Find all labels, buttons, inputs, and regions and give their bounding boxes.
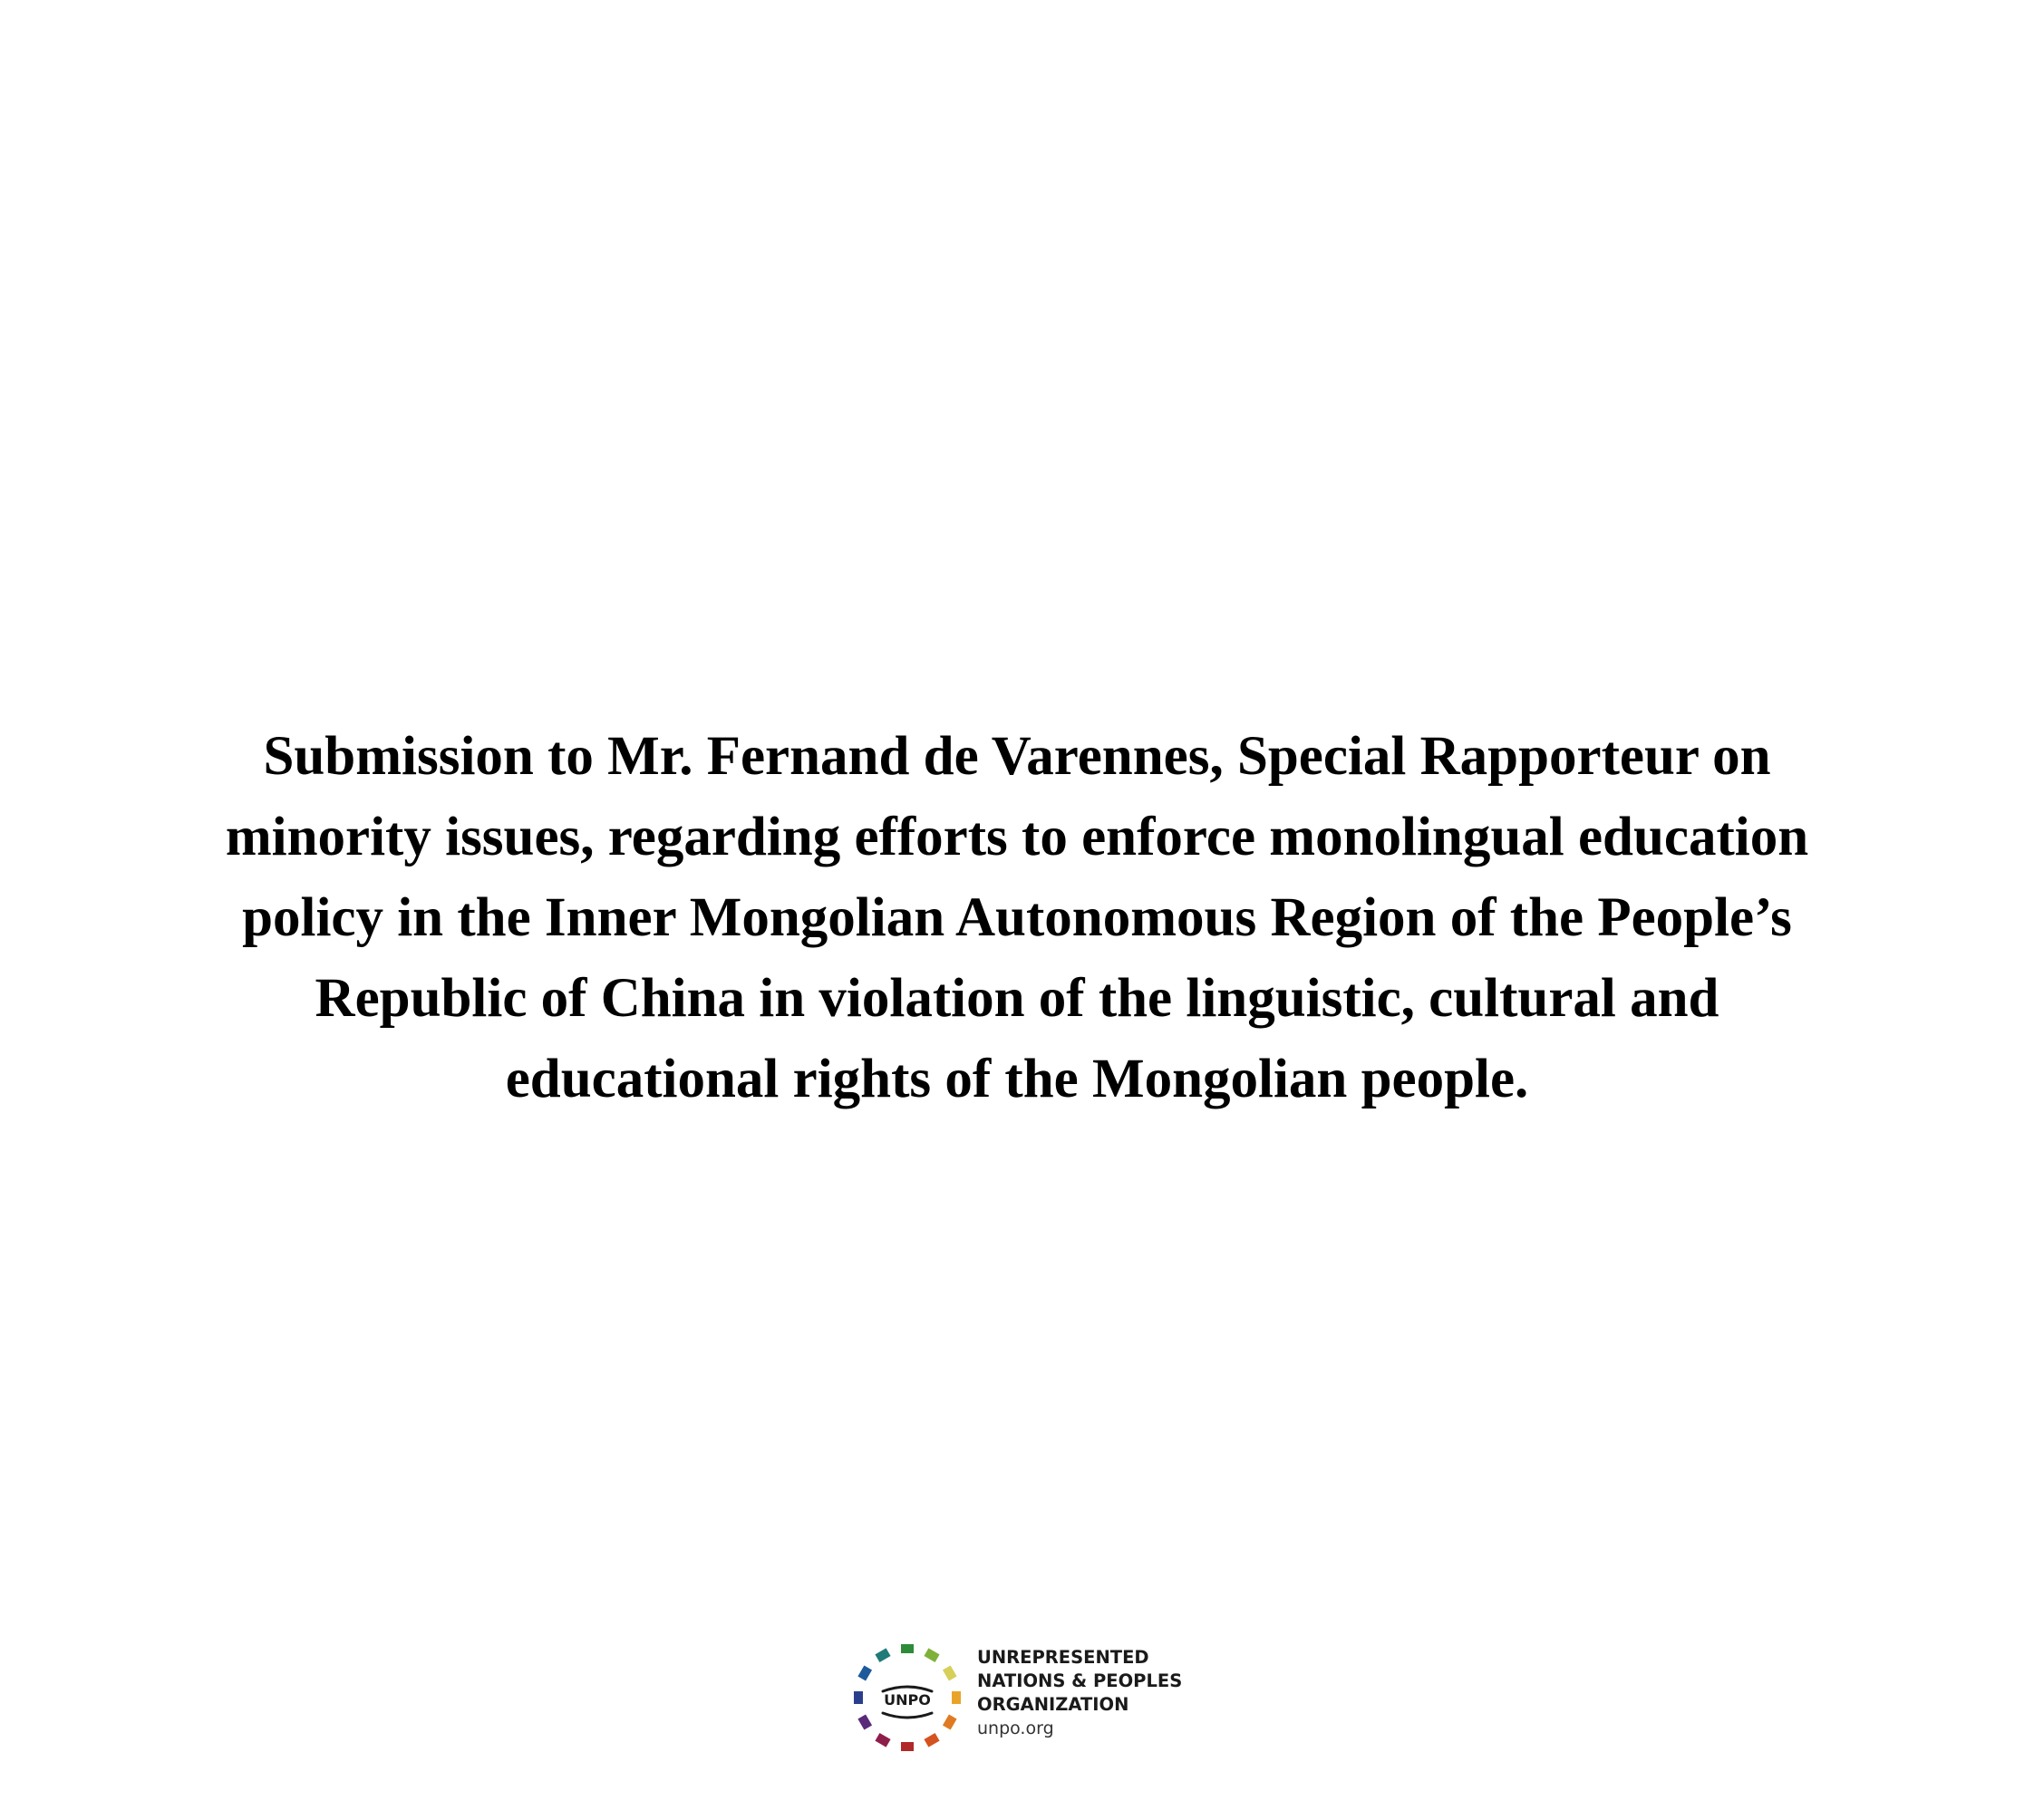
unpo-emblem-icon	[847, 1639, 968, 1757]
emblem-ring-segment	[901, 1644, 914, 1653]
emblem-ring-segment	[952, 1691, 961, 1704]
logo-acronym: UNPO	[884, 1691, 931, 1709]
emblem-ring-segment	[901, 1742, 914, 1751]
emblem-ring-segment	[875, 1648, 890, 1662]
emblem-ring-segment	[857, 1714, 872, 1729]
unpo-logo	[847, 1639, 1191, 1757]
title-line: minority issues, regarding efforts to enforce monolingual education	[225, 807, 1809, 867]
emblem-ring-segment	[924, 1733, 939, 1747]
logo-name-line: NATIONS & PEOPLES	[977, 1670, 1183, 1691]
emblem-ring-segment	[875, 1733, 890, 1747]
emblem-ring-segment	[943, 1665, 957, 1680]
title-line: educational rights of the Mongolian people.	[505, 1049, 1529, 1109]
emblem-ring-segment	[854, 1691, 863, 1704]
emblem-ring-segment	[924, 1648, 939, 1662]
logo-url: unpo.org	[977, 1718, 1054, 1738]
emblem-ring-segment	[857, 1665, 872, 1680]
title-line: Republic of China in violation of the linguistic, cultural and	[315, 968, 1719, 1029]
logo-wordmark	[977, 1646, 1182, 1740]
document-title	[136, 716, 1898, 1119]
title-line: policy in the Inner Mongolian Autonomous Region of the People’s	[242, 887, 1792, 948]
emblem-ring-segment	[943, 1714, 957, 1729]
logo-name-line: ORGANIZATION	[977, 1694, 1129, 1715]
title-line: Submission to Mr. Fernand de Varennes, Special Rapporteur on	[263, 726, 1771, 787]
logo-name-line: UNREPRESENTED	[977, 1647, 1149, 1668]
